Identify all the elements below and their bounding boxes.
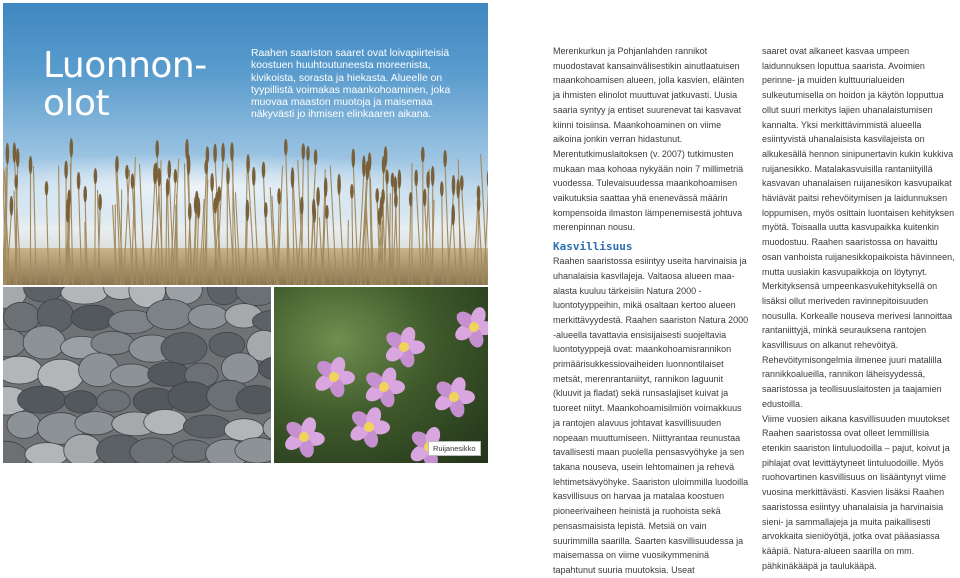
reed-plume [158, 168, 162, 186]
reed-plume [262, 162, 266, 179]
reed-plume [426, 171, 430, 188]
reed-plume [362, 155, 366, 177]
reed-plume [381, 189, 385, 204]
reed-plume [10, 196, 14, 216]
reed-plume [187, 154, 191, 176]
title-line-2: olot [43, 85, 207, 123]
stone [3, 441, 27, 463]
reed-plume [83, 186, 87, 203]
intro-text: Raahen saariston saaret ovat loivapiirteisiä koostuen huuhtoutuneesta moreenista, kivikoista, sorasta ja hiekasta. Alueelle on tyypillistä voimakas maankohoaminen, joka muovaa maaston muotoja ja maisemaa näkyvästi jo ihmisen elinkaaren aikana. [251, 48, 476, 122]
reed-plume [131, 173, 135, 189]
primrose-flower [347, 405, 390, 449]
primrose-flower [383, 325, 425, 369]
reed-plume [98, 194, 102, 211]
reed-plume [431, 166, 435, 186]
reed-plume [206, 146, 210, 163]
primrose-drawing [274, 287, 488, 463]
reed-plume [230, 142, 234, 161]
column1-paragraph-1: Merenkurkun ja Pohjanlahden rannikot muodostavat kansainvälisestikin ainutlaatuisen maankohoamisen alueen, jolla kasvien, eläinten ja ihmisten elinolot muuttuvat jatkuvasti. Uusia saaria syntyy ja entiset suurenevat tai kasvavat kiinni toisiinsa. Maankohoaminen on viime aikoina jonkin verran hidastunut. Merentutkimuslaitoksen (v. 2007) tutkimusten mukaan maa kohoaa nykyään noin 7 millimetriä vuodessa. Tulevaisuudessa maankohoamisen vaikutuksia saattaa yhä enenevässä määrin kompensoida ilmaston lämpenemisestä johtuva merenpinnan nousu. [553, 44, 750, 235]
reed-plume [451, 204, 455, 226]
reed-plume [14, 175, 18, 189]
reed-stalk [392, 186, 393, 285]
reed-plume [324, 177, 328, 197]
reed-plume [94, 168, 98, 184]
reed-plume [291, 167, 295, 188]
stone [75, 412, 117, 435]
reed-plume [477, 197, 481, 211]
reed-plume [385, 170, 389, 185]
stone [221, 353, 258, 383]
stone [25, 443, 69, 463]
reed-plume [155, 140, 159, 158]
stone [130, 438, 175, 463]
reed-plume [66, 198, 70, 215]
reed-plume [115, 156, 119, 173]
column1-paragraph-2: Raahen saaristossa esiintyy useita harvinaisia ja uhanalaisia kasvilajeja. Valtaosa alueen maa-alasta kuuluu tärkeisiin Natura 2000 -luontotyyppeihin, mikä osaltaan kertoo alueen merkittävyydestä. Raahen saariston Natura 2000 -alueella tavattavia ensisijaisesti suojeltavia luontotyyppejä ovat: maankohoamisrannikon primäärisukkessiovaiheiden luonnontilaiset metsät, merenrantaniityt, rannikon laguunit (kluuvit ja fladat) sekä runsaslajiset kuivat ja tuoreet niityt. Maankohoamisilmiön voimakkuus ja rantojen alavuus johtavat kasvillisuuden nopeaan muuttumiseen. Niittyrantaa reunustaa tavallisesti maan puolella pensasvyöhyke ja sen takana nouseva, usein lehtomainen ja rehevä lehtimetsävyöhyke. Saariston uloimmilla luodoilla kasvillisuus on harvaa ja matalaa koostuen pioneerivaiheen heinistä ja ruohoista sekä pensasmaisista lepistä. Metsiä on vain suurimmilla saarilla. Saarten kasvillisuudessa ja maisemassa on viime vuosikymmeninä tapahtunut suuria muutoksia. Useat [553, 254, 750, 577]
stone [263, 416, 271, 441]
reed-plume [421, 147, 425, 163]
reed-plume [221, 143, 225, 162]
reed-plume [312, 198, 316, 220]
reed-plume [423, 189, 427, 207]
stone [188, 305, 228, 330]
stones-photo [3, 287, 271, 463]
stone [61, 287, 108, 304]
reed-plume [6, 143, 10, 165]
reed-plume [302, 143, 306, 159]
reed-plume [352, 149, 356, 168]
stone [161, 333, 207, 365]
primrose-flower [452, 305, 488, 349]
reed-plume [16, 148, 20, 167]
column2-paragraph-2: Merkityksensä umpeenkasvukehityksellä on lisäksi ollut meriveden ravinnepitoisuuden nousulla. Korkealle nouseva merivesi lannoittaa rantaniittyjä, minkä seurauksena rantojen kasvillisuus on alkanut rehevöityä. Rehevöitymisongelmia ilmenee juuri matalilla rannikkoalueilla, rannikon läheisyydessä, saaristossa ja teollisuuslaitosten ja taajamien edustoilla. [762, 279, 959, 411]
stone [3, 329, 26, 357]
text-column-1 [553, 44, 750, 578]
reed-plume [384, 146, 388, 166]
title-line-1: Luonnon- [43, 47, 207, 85]
reed-plume [378, 208, 382, 226]
reed-plume [125, 165, 129, 180]
stone [7, 411, 40, 438]
stone [3, 356, 42, 384]
primrose-flower [432, 375, 475, 419]
reed-plume [452, 175, 456, 196]
stone [18, 386, 66, 413]
column2-paragraph-3: Viime vuosien aikana kasvillisuuden muutokset Raahen saaristossa ovat olleet lemmillisia etenkin saariston lintuluodoilla – pajut, koivut ja pihlajat ovat levittäytyneet lintuluodoille. Myös ruohovartinen kasvillisuus on lisääntynyt viime vuosina merkittävästi. Kasvien lisäksi Raahen saaristossa esiintyy uhanalaisia ja harvinaisia sieni- ja sammallajeja ja muita paikallisesti arvokkaita sieniöyötjä, jotka ovat pääasiassa kääpiä. Natura-alueen saarilla on mm. pähkinäkääpä ja taulukääpä. [762, 412, 959, 574]
primrose-flower [282, 415, 325, 459]
reed-plume [443, 150, 447, 167]
reed-stalk [95, 182, 96, 285]
reed-plume [246, 154, 250, 173]
reed-plume [456, 179, 460, 199]
reed-plume [13, 142, 17, 163]
reed-plume [350, 184, 354, 199]
stone [236, 385, 271, 414]
reed-plume [325, 205, 329, 219]
column2-paragraph-1: saaret ovat alkaneet kasvaa umpeen laidunnuksen loputtua saarista. Avoimien perinne- ja muiden kulttuurialueiden sulkeutumisella on hoidon ja käytön lopputtua ollut suuri merkitys lajien uhanalaistumisen kannalta. Yksi merkittävimmistä alueella esiintyvistä uhanalaisista kasvilajeista on alkukesällä hennon sinipunertavin kukin kukkiva ruijanesikko. Matalakasvuisilla rantaniityillä kasvavan uhanalaisen ruijanesikon kasvupaikat häviävät paitsi rehevöitymisen ja laidunnuksen loppumisen, myös osittain luontaisen kehityksen myötä. Toisaalla uutta kasvupaikka kuitenkin muodostuu. Raahen saaristossa on havaittu osan vanhoista ruijanesikkopaikoista hävinneen, mutta uusiakin kasvupaikkoja on löytynyt. [762, 44, 959, 279]
text-column-2 [762, 44, 959, 573]
stone [110, 364, 153, 387]
reed-plume [487, 170, 488, 188]
primrose-flower [363, 366, 405, 410]
photo-caption: Ruijanesikko [428, 441, 481, 456]
reed-plume [246, 200, 250, 222]
reed-stalk [176, 205, 177, 285]
stone [64, 434, 102, 463]
reed-plume [409, 192, 413, 206]
reed-plume [215, 192, 219, 208]
primrose-flower [312, 355, 355, 399]
reed-plume [375, 188, 379, 203]
reed-plume [460, 175, 464, 190]
reed-plume [213, 144, 217, 163]
stone [183, 415, 230, 438]
reeds-photo [3, 3, 488, 285]
reed-plume [394, 193, 398, 208]
reed-plume [316, 187, 320, 207]
reed-plume [77, 172, 81, 190]
stone [3, 302, 39, 331]
reed-plume [398, 170, 402, 189]
reed-plume [368, 152, 372, 170]
reed-plume [188, 203, 192, 221]
stone [71, 305, 115, 330]
reed-plume [166, 178, 170, 197]
reed-plume [391, 173, 395, 188]
stones-drawing [3, 287, 271, 463]
reed-plume [64, 160, 68, 179]
reed-plume [252, 167, 256, 186]
reed-plume [210, 173, 214, 192]
reed-plume [440, 181, 444, 196]
reed-plume [277, 188, 281, 204]
stone [208, 287, 241, 305]
primrose-photo [274, 287, 488, 463]
reed-plume [314, 149, 318, 165]
reed-plume [153, 164, 157, 185]
stone [236, 287, 271, 306]
stone [23, 326, 65, 359]
stone [91, 331, 134, 354]
reed-plume [45, 181, 49, 196]
reed-plume [306, 146, 310, 161]
reed-plume [197, 197, 201, 219]
reed-plume [29, 156, 33, 174]
reed-plume [174, 169, 178, 184]
reed-plume [168, 160, 172, 179]
reed-plume [414, 170, 418, 187]
page-title [43, 47, 207, 123]
stone [65, 391, 97, 413]
stone [147, 299, 193, 329]
reed-plume [226, 167, 230, 185]
reed-plume [70, 138, 74, 157]
reed-plume [337, 174, 341, 195]
section-heading-kasvillisuus: Kasvillisuus [553, 239, 750, 254]
reed-plume [300, 197, 304, 215]
stone [97, 390, 131, 412]
reed-plume [284, 139, 288, 156]
stone [168, 382, 213, 413]
stone [144, 410, 187, 435]
reed-plume [264, 202, 268, 218]
